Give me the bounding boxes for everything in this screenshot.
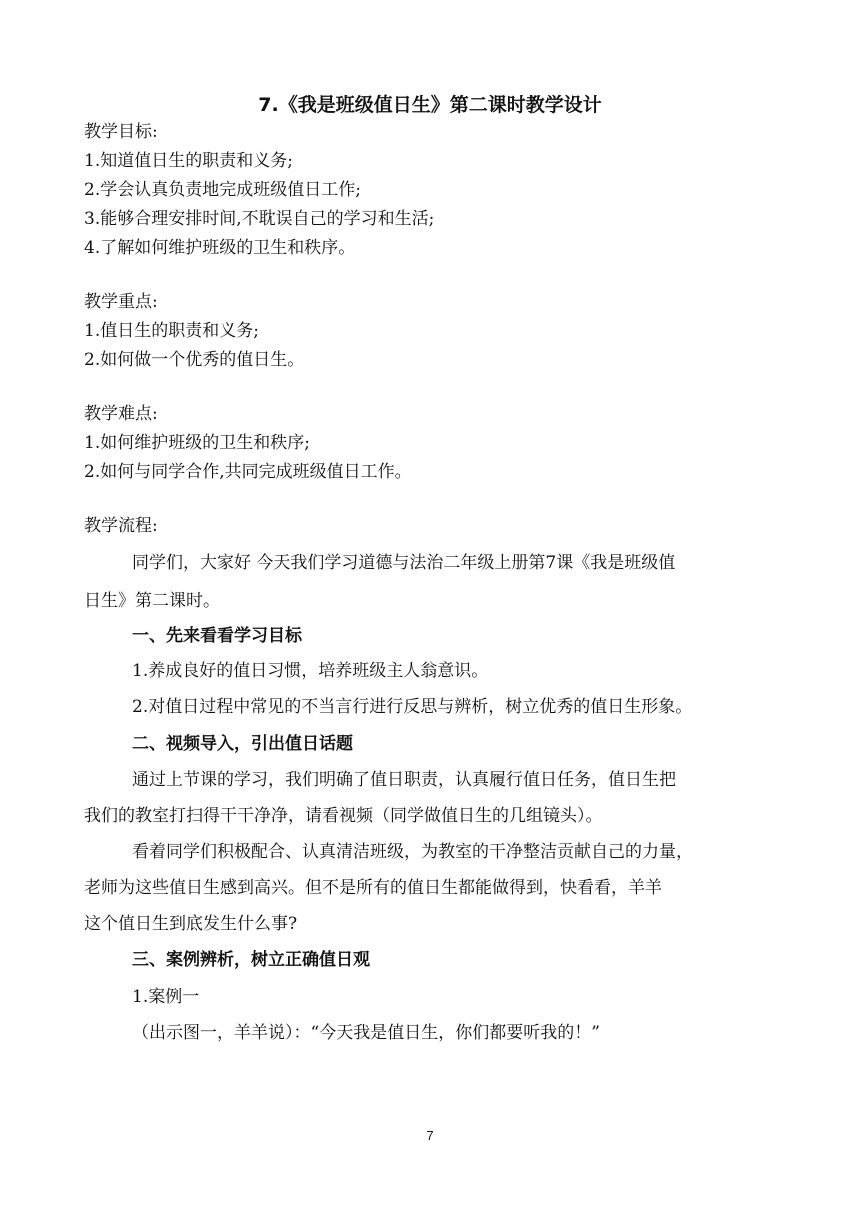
- section2-para2-line: 看着同学们积极配合、认真清洁班级，为教室的干净整洁贡献自己的力量，: [132, 842, 693, 862]
- page-title: 7.《我是班级值日生》第二课时教学设计: [258, 94, 602, 116]
- key-points-heading: 教学重点:: [84, 292, 158, 312]
- objective-item: 1.知道值日生的职责和义务;: [84, 151, 293, 171]
- section1-heading: 一、先来看看学习目标: [132, 626, 302, 646]
- section1-item: 1.养成良好的值日习惯，培养班级主人翁意识。: [132, 661, 489, 681]
- page-number: 7: [426, 1128, 434, 1143]
- intro-line: 日生》第二课时。: [84, 591, 220, 611]
- section2-para1-line: 我们的教室打扫得干干净净，请看视频（同学做值日生的几组镜头）。: [84, 806, 603, 826]
- difficulty-item: 2.如何与同学合作,共同完成班级值日工作。: [84, 462, 412, 482]
- difficulty-item: 1.如何维护班级的卫生和秩序;: [84, 433, 310, 453]
- intro-line: 同学们，大家好 今天我们学习道德与法治二年级上册第7课《我是班级值: [132, 553, 676, 573]
- section1-item: 2.对值日过程中常见的不当言行进行反思与辨析，树立优秀的值日生形象。: [132, 697, 693, 717]
- process-heading: 教学流程:: [84, 516, 158, 536]
- case-text: （出示图一，羊羊说）：“今天我是值日生，你们都要听我的！”: [132, 1023, 600, 1043]
- section3-heading: 三、案例辨析，树立正确值日观: [132, 950, 370, 970]
- key-point-item: 2.如何做一个优秀的值日生。: [84, 350, 305, 370]
- key-point-item: 1.值日生的职责和义务;: [84, 321, 259, 341]
- objectives-heading: 教学目标:: [84, 122, 158, 142]
- objective-item: 2.学会认真负责地完成班级值日工作;: [84, 180, 361, 200]
- section2-heading: 二、视频导入，引出值日话题: [132, 734, 353, 754]
- section2-para2-line: 老师为这些值日生感到高兴。但不是所有的值日生都能做得到，快看看，羊羊: [84, 878, 662, 898]
- objective-item: 4.了解如何维护班级的卫生和秩序。: [84, 238, 356, 258]
- objective-item: 3.能够合理安排时间,不耽误自己的学习和生活;: [84, 209, 435, 229]
- section2-para2-line: 这个值日生到底发生什么事?: [84, 914, 298, 934]
- case-label: 1.案例一: [132, 987, 200, 1007]
- section2-para1-line: 通过上节课的学习，我们明确了值日职责，认真履行值日任务，值日生把: [132, 770, 676, 790]
- difficulties-heading: 教学难点:: [84, 404, 158, 424]
